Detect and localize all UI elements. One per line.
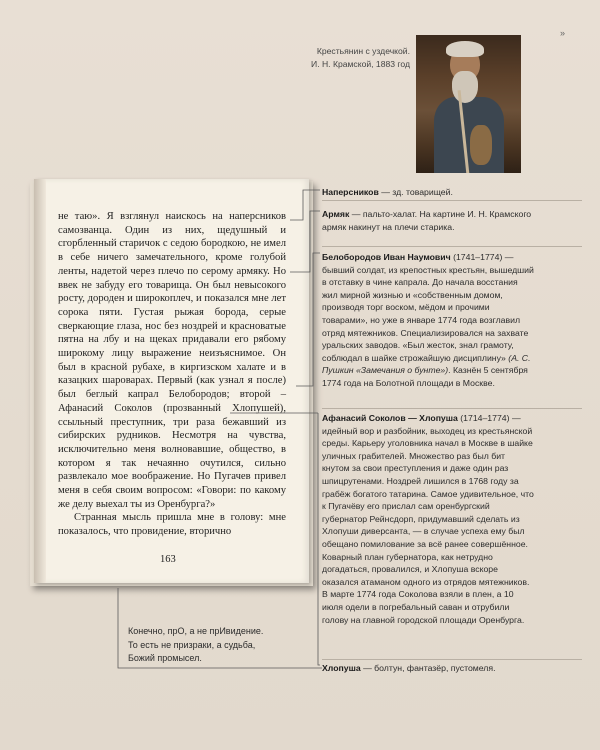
margin-note-line-2: То есть не призраки, а судьба,	[128, 639, 256, 650]
note-divider-3	[322, 408, 582, 409]
note-term: Афанасий Соколов — Хлопуша	[322, 413, 458, 423]
note-divider-1	[322, 200, 582, 201]
note-khlopusha	[322, 662, 534, 675]
caption-line-1: Крестьянин с уздечкой.	[316, 46, 410, 56]
leader-line-beloborodov	[296, 253, 320, 386]
note-divider-4	[322, 659, 582, 660]
note-text: (1714–1774) — идейный вор и разбойник, выходец из крестьянской среды. Карьеру уголовника начал в Москве в шайке уличных грабителей. Множество раз был бит кнутом за свои преступления и даже один раз шпицрутенами. Ноздрей лишился в 1768 году за грабёж богатого татарина. Самое удивительное, что к Пугачёву его прислал сам оренбургский губернатор Рейнсдорп, придумавший сделать из Хлопуши диверсанта, — в случае успеха ему был обещано помилование за всё ранее совершённое. Коварный план губернатора, как нетрудно догадаться, провалился, и Хлопуша вскоре оказался атаманом одного из отрядов мятежников. В марте 1774 года Соколова взяли в плен, а 10 июля одели в погребальный саван и отрубили голову на главной городской площади Оренбурга.	[322, 413, 534, 625]
note-term: Наперсников	[322, 187, 379, 197]
note-term: Хлопуша	[322, 663, 361, 673]
note-text: (1741–1774) — бывший солдат, из крепостных крестьян, вышедший в отставку в чине капрала. До начала восстания жил мирной жизнью и «собственным домом, производя торг воском, мёдом и прочими товарами», но уже в январе 1774 года возглавил отряд мятежников. Специализировался на захвате уральских заводов. «Был жесток, знал грамоту, соблюдал в шайке строжайшую дисциплину»	[322, 252, 534, 363]
note-beloborodov	[322, 251, 534, 390]
note-term: Белобородов Иван Наумович	[322, 252, 451, 262]
note-napersnikov	[322, 186, 534, 199]
note-divider-2	[322, 246, 582, 247]
page-number: 163	[160, 554, 176, 565]
note-text: — болтун, фантазёр, пустомеля.	[360, 663, 496, 673]
note-tail: . Казнён 5 сентября 1774 года на Болотной площади в Москве.	[322, 365, 528, 388]
margin-note	[128, 625, 328, 666]
book-paragraph-2: Странная мысль пришла мне в голову: мне показалось, что провидение, вторично	[58, 512, 286, 538]
note-text: — пальто-халат. На картине И. Н. Крамского армяк накинут на плечи старика.	[322, 209, 532, 232]
margin-note-line-3: Божий промысел.	[128, 653, 202, 664]
note-armyak	[322, 208, 534, 233]
note-term: Армяк	[322, 209, 350, 219]
top-mark: »	[560, 28, 566, 38]
note-sokolov	[322, 412, 534, 626]
caption-line-2: И. Н. Крамской, 1883 год	[311, 59, 410, 69]
margin-note-line-1: Конечно, прО, а не прИвидение.	[128, 626, 264, 636]
note-quote-source: (А. С. Пушкин «Замечания о бунте»)	[322, 352, 531, 376]
leader-line-napersnikov	[290, 190, 320, 220]
note-text: — зд. товарищей.	[378, 187, 453, 197]
book-paragraph-1: не таю». Я взглянул наискось на наперсников самозванца. Один из них, щедушный и сгорбленный старичок с седою бородкою, не имел в себе ничего замечательного, кроме голубой ленты, надетой через плечо по серому армяку. Но ввек не забуду его товарища. Он был невысокого росту, дороден и широкоплеч, и показался мне лет сорока пяти. Густая рыжая борода, серые сверкающие глаза, нос без ноздрей и красноватые пятна на лбу и на щеках придавали его рябому широкому лицу выражение неизъяснимое. Он был в красной рубахе, в киргизском халате и в казацких шароварах. Первый (как узнал я после) был беглый капрал Белобородов; второй – Афанасий Соколов (прозванный Хлопушей), ссыльный преступник, три раза бежавший из сибирских рудников. Несмотря на чувства, исключительно меня волновавшие, общество, в котором я так нечаянно очутился, сильно развлекало мое воображение. Но Пугачев привел меня в себя своим вопросом: «Говори: по какому же делу выехал ты из Оренбурга?»	[58, 211, 286, 510]
